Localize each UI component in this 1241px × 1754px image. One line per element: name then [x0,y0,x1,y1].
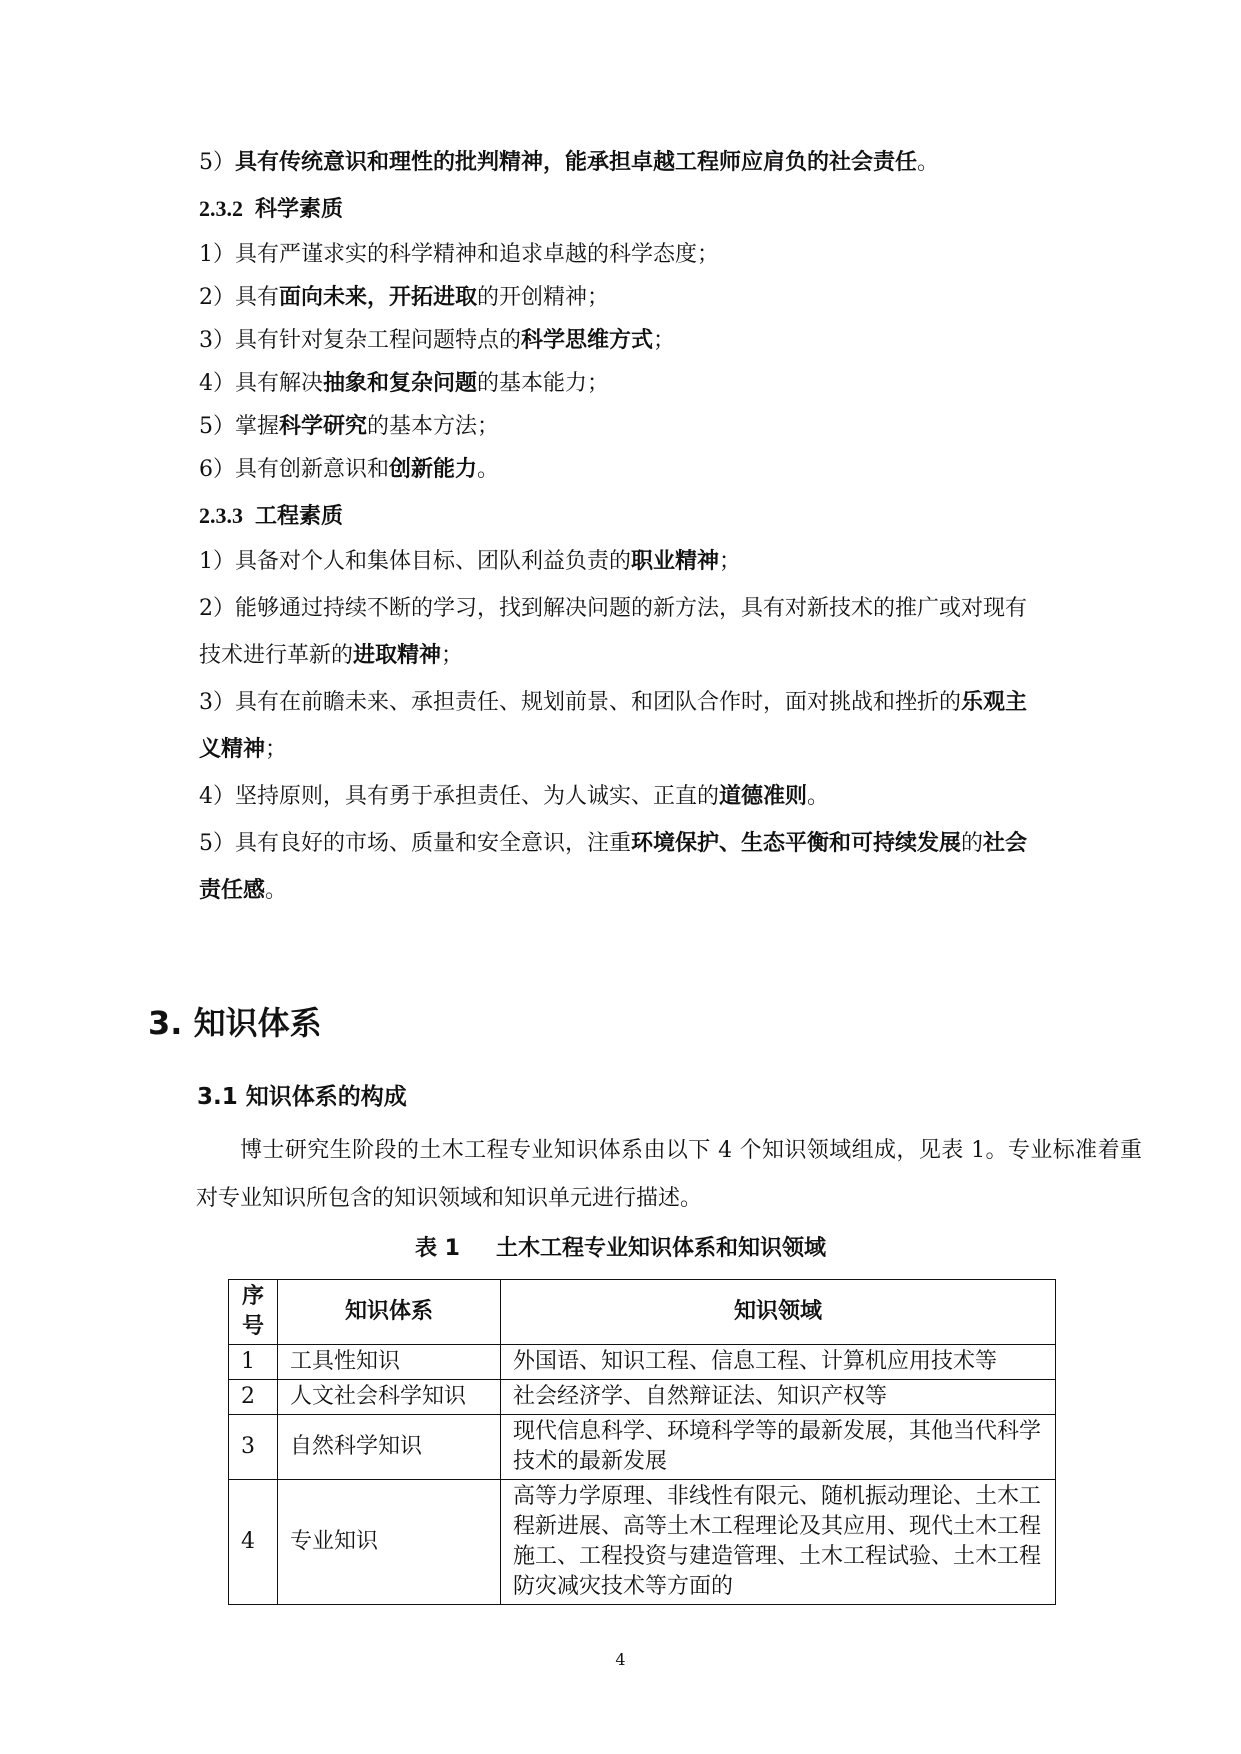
emphasis-text: 社会 [983,831,1028,856]
line-text: 5）掌握 [199,414,279,439]
table-header-row [229,1280,1056,1345]
item-line [199,282,609,314]
line-text: 5） [199,150,235,175]
cell-system: 人文社会科学知识 [278,1380,501,1415]
emphasis-text: 科学思维方式 [521,328,654,353]
cell-index: 1 [229,1345,278,1380]
cell-system: 专业知识 [278,1480,501,1605]
line-text: 1）具有严谨求实的科学精神和追求卓越的科学态度； [199,242,719,267]
line-text: 6）具有创新意识和 [199,457,389,482]
table-row [229,1345,1056,1380]
item-line [199,687,1027,719]
table-row [229,1480,1056,1605]
emphasis-text: 责任感 [199,878,266,903]
item-line [199,781,829,813]
table-caption [0,1233,1241,1265]
emphasis-text: 面向未来，开拓进取 [279,285,478,310]
section-heading: 3. 知识体系 [148,1004,322,1042]
header-system: 知识体系 [278,1280,501,1345]
line-text: 。 [477,457,500,482]
subsection-number: 2.3.2 [199,196,243,221]
line-text: 的基本能力； [477,371,610,396]
line-text: 4）坚持原则，具有勇于承担责任、为人诚实、正直的 [199,784,719,809]
subsection-label: 工程素质 [255,503,344,529]
cell-domain: 现代信息科学、环境科学等的最新发展，其他当代科学技术的最新发展 [501,1415,1056,1480]
item-line [199,828,1027,860]
emphasis-text: 环境保护、生态平衡和可持续发展 [631,831,962,856]
item-line [199,546,741,578]
line-text: 。 [917,150,940,175]
line-text: 2）具有 [199,285,279,310]
knowledge-table [228,1279,1056,1605]
table-row [229,1415,1056,1480]
header-domain: 知识领域 [501,1280,1056,1345]
item-line [199,640,463,672]
emphasis-text: 道德准则 [719,784,808,809]
item-line [199,875,287,907]
emphasis-text: 科学研究 [279,414,368,439]
subsection-label: 科学素质 [255,196,344,222]
cell-index: 3 [229,1415,278,1480]
subsection-number: 2.3.3 [199,503,243,528]
item-line [199,239,719,271]
line-text: 的开创精神； [477,285,610,310]
cell-index: 4 [229,1480,278,1605]
line-text: 3）具有针对复杂工程问题特点的 [199,328,521,353]
line-text: ； [719,549,742,574]
table-caption-title: 土木工程专业知识体系和知识领域 [495,1236,826,1261]
cell-system: 自然科学知识 [278,1415,501,1480]
line-text: 4）具有解决 [199,371,323,396]
line-text: 。 [265,878,288,903]
line-text: 技术进行革新的 [199,643,354,668]
table-caption-label: 表 1 [415,1236,460,1261]
subsection-heading-2-3-2 [199,193,343,225]
emphasis-text: 抽象和复杂问题 [323,371,478,396]
subsection-heading-2-3-3 [199,500,343,532]
line-text: 2）能够通过持续不断的学习，找到解决问题的新方法，具有对新技术的推广或对现有 [199,596,1027,621]
body-paragraph: 博士研究生阶段的土木工程专业知识体系由以下 4 个知识领域组成，见表 1。专业标准着重对专业知识所包含的知识领域和知识单元进行描述。 [196,1138,1142,1211]
cell-domain: 社会经济学、自然辩证法、知识产权等 [501,1380,1056,1415]
emphasis-text: 创新能力 [389,457,478,482]
item-line [199,734,287,766]
line-text: 的 [961,831,984,856]
table-row [229,1380,1056,1415]
item-line [199,368,609,400]
item-line [199,325,675,357]
page-number: 4 [615,1650,626,1669]
line-text: 3）具有在前瞻未来、承担责任、规划前景、和团队合作时，面对挑战和挫折的 [199,690,961,715]
emphasis-text: 义精神 [199,737,266,762]
item-line [199,454,499,486]
item-line [199,411,499,443]
cell-domain: 高等力学原理、非线性有限元、随机振动理论、土木工程新进展、高等土木工程理论及其应用、现代土木工程施工、工程投资与建造管理、土木工程试验、土木工程防灾减灾技术等方面的 [501,1480,1056,1605]
line-text: ； [653,328,676,353]
emphasis-text: 职业精神 [631,549,720,574]
item-line [199,147,939,179]
subsection-heading-3-1: 3.1 知识体系的构成 [197,1084,407,1110]
cell-index: 2 [229,1380,278,1415]
line-text: 的基本方法； [367,414,500,439]
line-text: ； [265,737,288,762]
line-text: 。 [807,784,830,809]
emphasis-text: 乐观主 [961,690,1028,715]
item-line [199,593,1027,625]
emphasis-text: 进取精神 [353,643,442,668]
header-index: 序号 [229,1280,278,1345]
cell-system: 工具性知识 [278,1345,501,1380]
line-text: ； [441,643,464,668]
line-text: 5）具有良好的市场、质量和安全意识，注重 [199,831,631,856]
cell-domain: 外国语、知识工程、信息工程、计算机应用技术等 [501,1345,1056,1380]
line-text: 1）具备对个人和集体目标、团队利益负责的 [199,549,631,574]
emphasis-text: 具有传统意识和理性的批判精神，能承担卓越工程师应肩负的社会责任 [235,150,918,175]
